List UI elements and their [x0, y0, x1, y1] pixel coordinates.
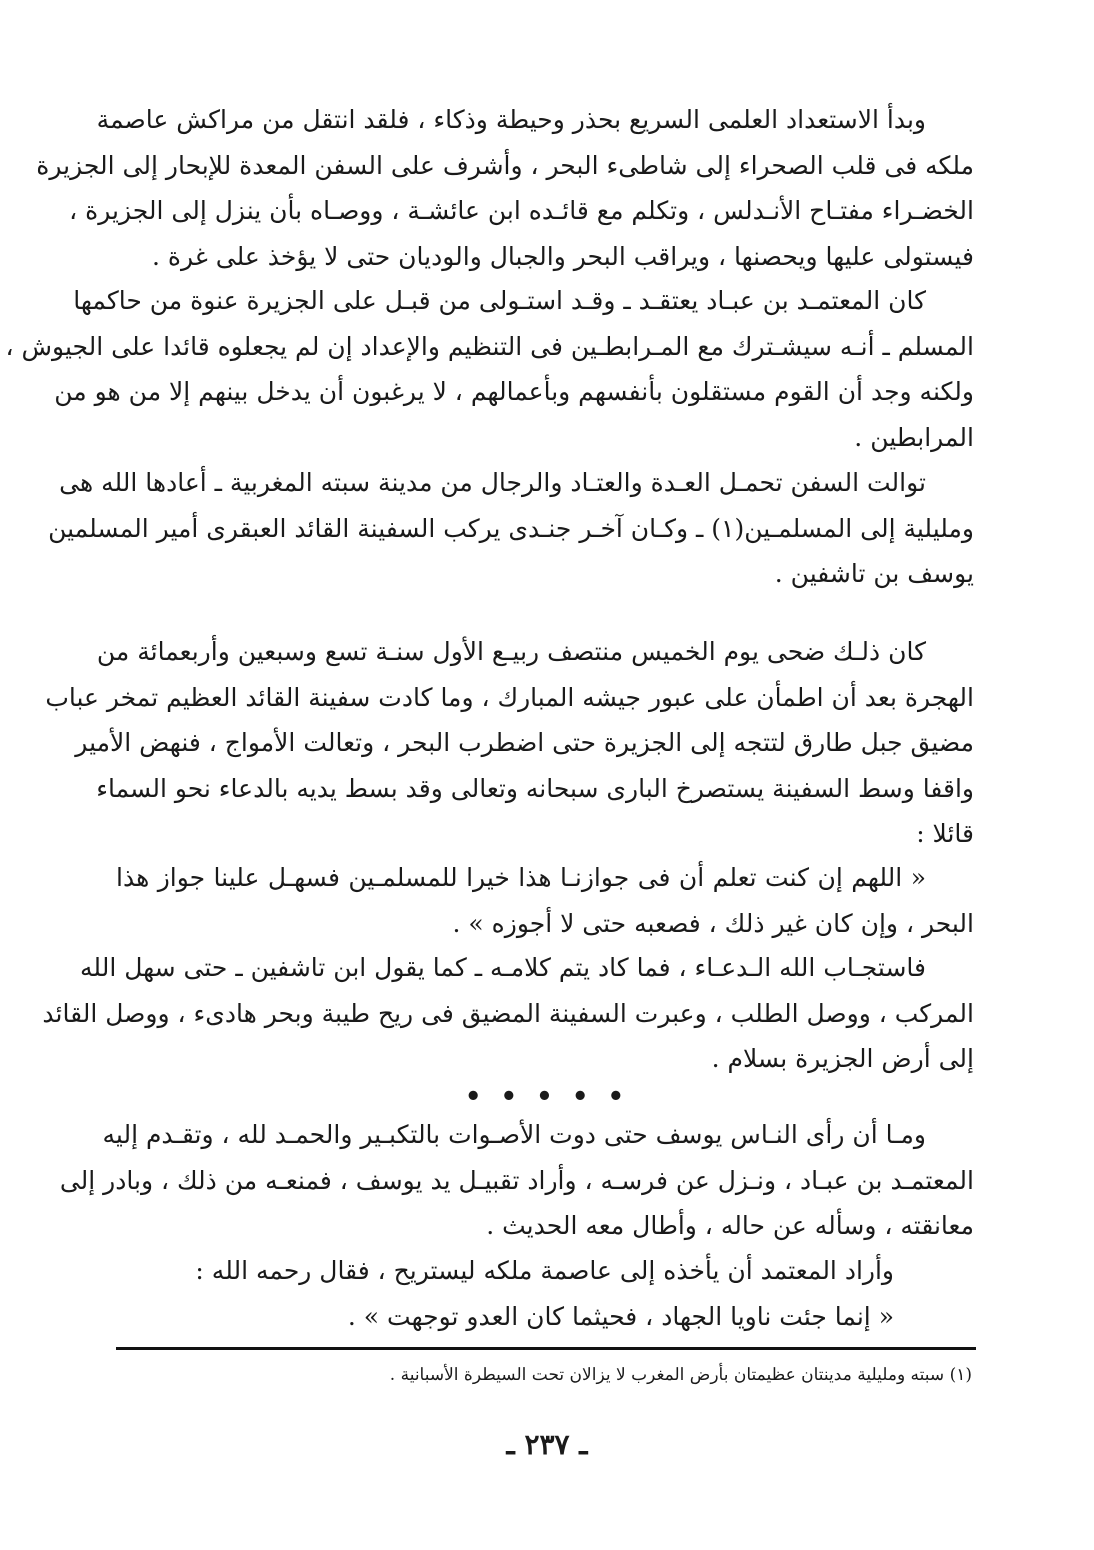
- text-line: الهجرة بعد أن اطمأن على عبور جيشه المبارك ، وما كادت سفينة القائد العظيم تمخر عباب: [45, 682, 974, 712]
- text-line: معانقته ، وسأله عن حاله ، وأطال معه الحديث .: [486, 1211, 974, 1240]
- paragraph-crossing: [45, 629, 974, 857]
- text-line: كان المعتمـد بن عبـاد يعتقـد ـ وقـد استـولى من قبـل على الجزيرة عنوة من حاكمها: [73, 286, 926, 315]
- text-line: فاستجـاب الله الـدعـاء ، فما كاد يتم كلامـه ـ كما يقول ابن تاشفين ـ حتى سهل الله: [80, 953, 926, 982]
- text-line: وأراد المعتمد أن يأخذه إلى عاصمة ملكه ليستريح ، فقال رحمه الله :: [195, 1256, 894, 1285]
- text-line: توالت السفن تحمـل العـدة والعتـاد والرجال من مدينة سبته المغربية ـ أعادها الله هى: [59, 468, 926, 497]
- text-line: كان ذلـك ضحى يوم الخميس منتصف ربيـع الأول سنـة تسع وسبعين وأربعمائة من: [96, 637, 926, 666]
- paragraph-preparation: [36, 97, 974, 279]
- text-line: قائلا :: [916, 819, 974, 848]
- footnote: (١) سبته ومليلية مدينتان عظيمتان بأرض المغرب لا يزالان تحت السيطرة الأسبانية .: [389, 1365, 972, 1385]
- text-line: المعتمـد بن عبـاد ، ونـزل عن فرسـه ، وأراد تقبيـل يد يوسف ، فمنعـه من ذلك ، وبادر إلى: [59, 1165, 974, 1195]
- paragraph-invitation: [116, 1248, 974, 1294]
- text-line: « اللهم إن كنت تعلم أن فى جوازنـا هذا خيرا للمسلمـين فسهـل علينا جواز هذا: [116, 863, 926, 892]
- text-line: المرابطين .: [854, 422, 974, 452]
- page-number: ـ ٢٣٧ ـ: [506, 1428, 588, 1461]
- text-line: المسلم ـ أنـه سيشـترك مع المـرابطـين فى التنظيم والإعداد إن لم يجعلوه قائدا على الجيوش ،: [5, 331, 974, 361]
- paragraph-answer: [42, 945, 974, 1082]
- text-line: ومليلية إلى المسلمـين(١) ـ وكـان آخـر جنـدى يركب السفينة القائد العبقرى أمير المسلمين: [48, 513, 974, 543]
- text-line: يوسف بن تاشفين .: [774, 559, 974, 588]
- text-line: ملكه فى قلب الصحراء إلى شاطىء البحر ، وأشرف على السفن المعدة للإبحار إلى الجزيرة: [36, 150, 974, 180]
- footnote-divider: [116, 1347, 976, 1350]
- text-line: فيستولى عليها ويحصنها ، ويراقب البحر والجبال والوديان حتى لا يؤخذ على غرة .: [151, 241, 974, 271]
- paragraph-mutamid: [5, 278, 974, 460]
- text-line: مضيق جبل طارق لتتجه إلى الجزيرة حتى اضطرب البحر ، وتعالت الأمواج ، فنهض الأمير: [75, 728, 974, 757]
- paragraph-reply: [116, 1294, 974, 1340]
- paragraph-ships: [48, 460, 974, 597]
- section-separator: • • • • •: [464, 1082, 630, 1112]
- text-line: إلى أرض الجزيرة بسلام .: [711, 1044, 974, 1073]
- text-line: الخضـراء مفتـاح الأنـدلس ، وتكلم مع قائـده ابن عائشـة ، ووصـاه بأن ينزل إلى الجزيرة ،: [69, 196, 974, 225]
- paragraph-welcome: [59, 1112, 974, 1249]
- text-line: وبدأ الاستعداد العلمى السريع بحذر وحيطة وذكاء ، فلقد انتقل من مراكش عاصمة: [96, 105, 926, 134]
- paragraph-prayer: [116, 855, 974, 946]
- text-line: ومـا أن رأى النـاس يوسف حتى دوت الأصـوات بالتكبـير والحمـد لله ، وتقـدم إليه: [102, 1120, 926, 1149]
- text-line: البحر ، وإن كان غير ذلك ، فصعبه حتى لا أجوزه » .: [452, 908, 974, 938]
- text-line: ولكنه وجد أن القوم مستقلون بأنفسهم وبأعمالهم ، لا يرغبون أن يدخل بينهم إلا من هو من: [54, 377, 974, 406]
- text-line: المركب ، ووصل الطلب ، وعبرت السفينة المضيق فى ريح طيبة وبحر هادىء ، ووصل القائد: [42, 998, 974, 1028]
- text-line: « إنما جئت ناويا الجهاد ، فحيثما كان العدو توجهت » .: [347, 1302, 894, 1331]
- text-line: واقفا وسط السفينة يستصرخ البارى سبحانه وتعالى وقد بسط يديه بالدعاء نحو السماء: [96, 773, 974, 803]
